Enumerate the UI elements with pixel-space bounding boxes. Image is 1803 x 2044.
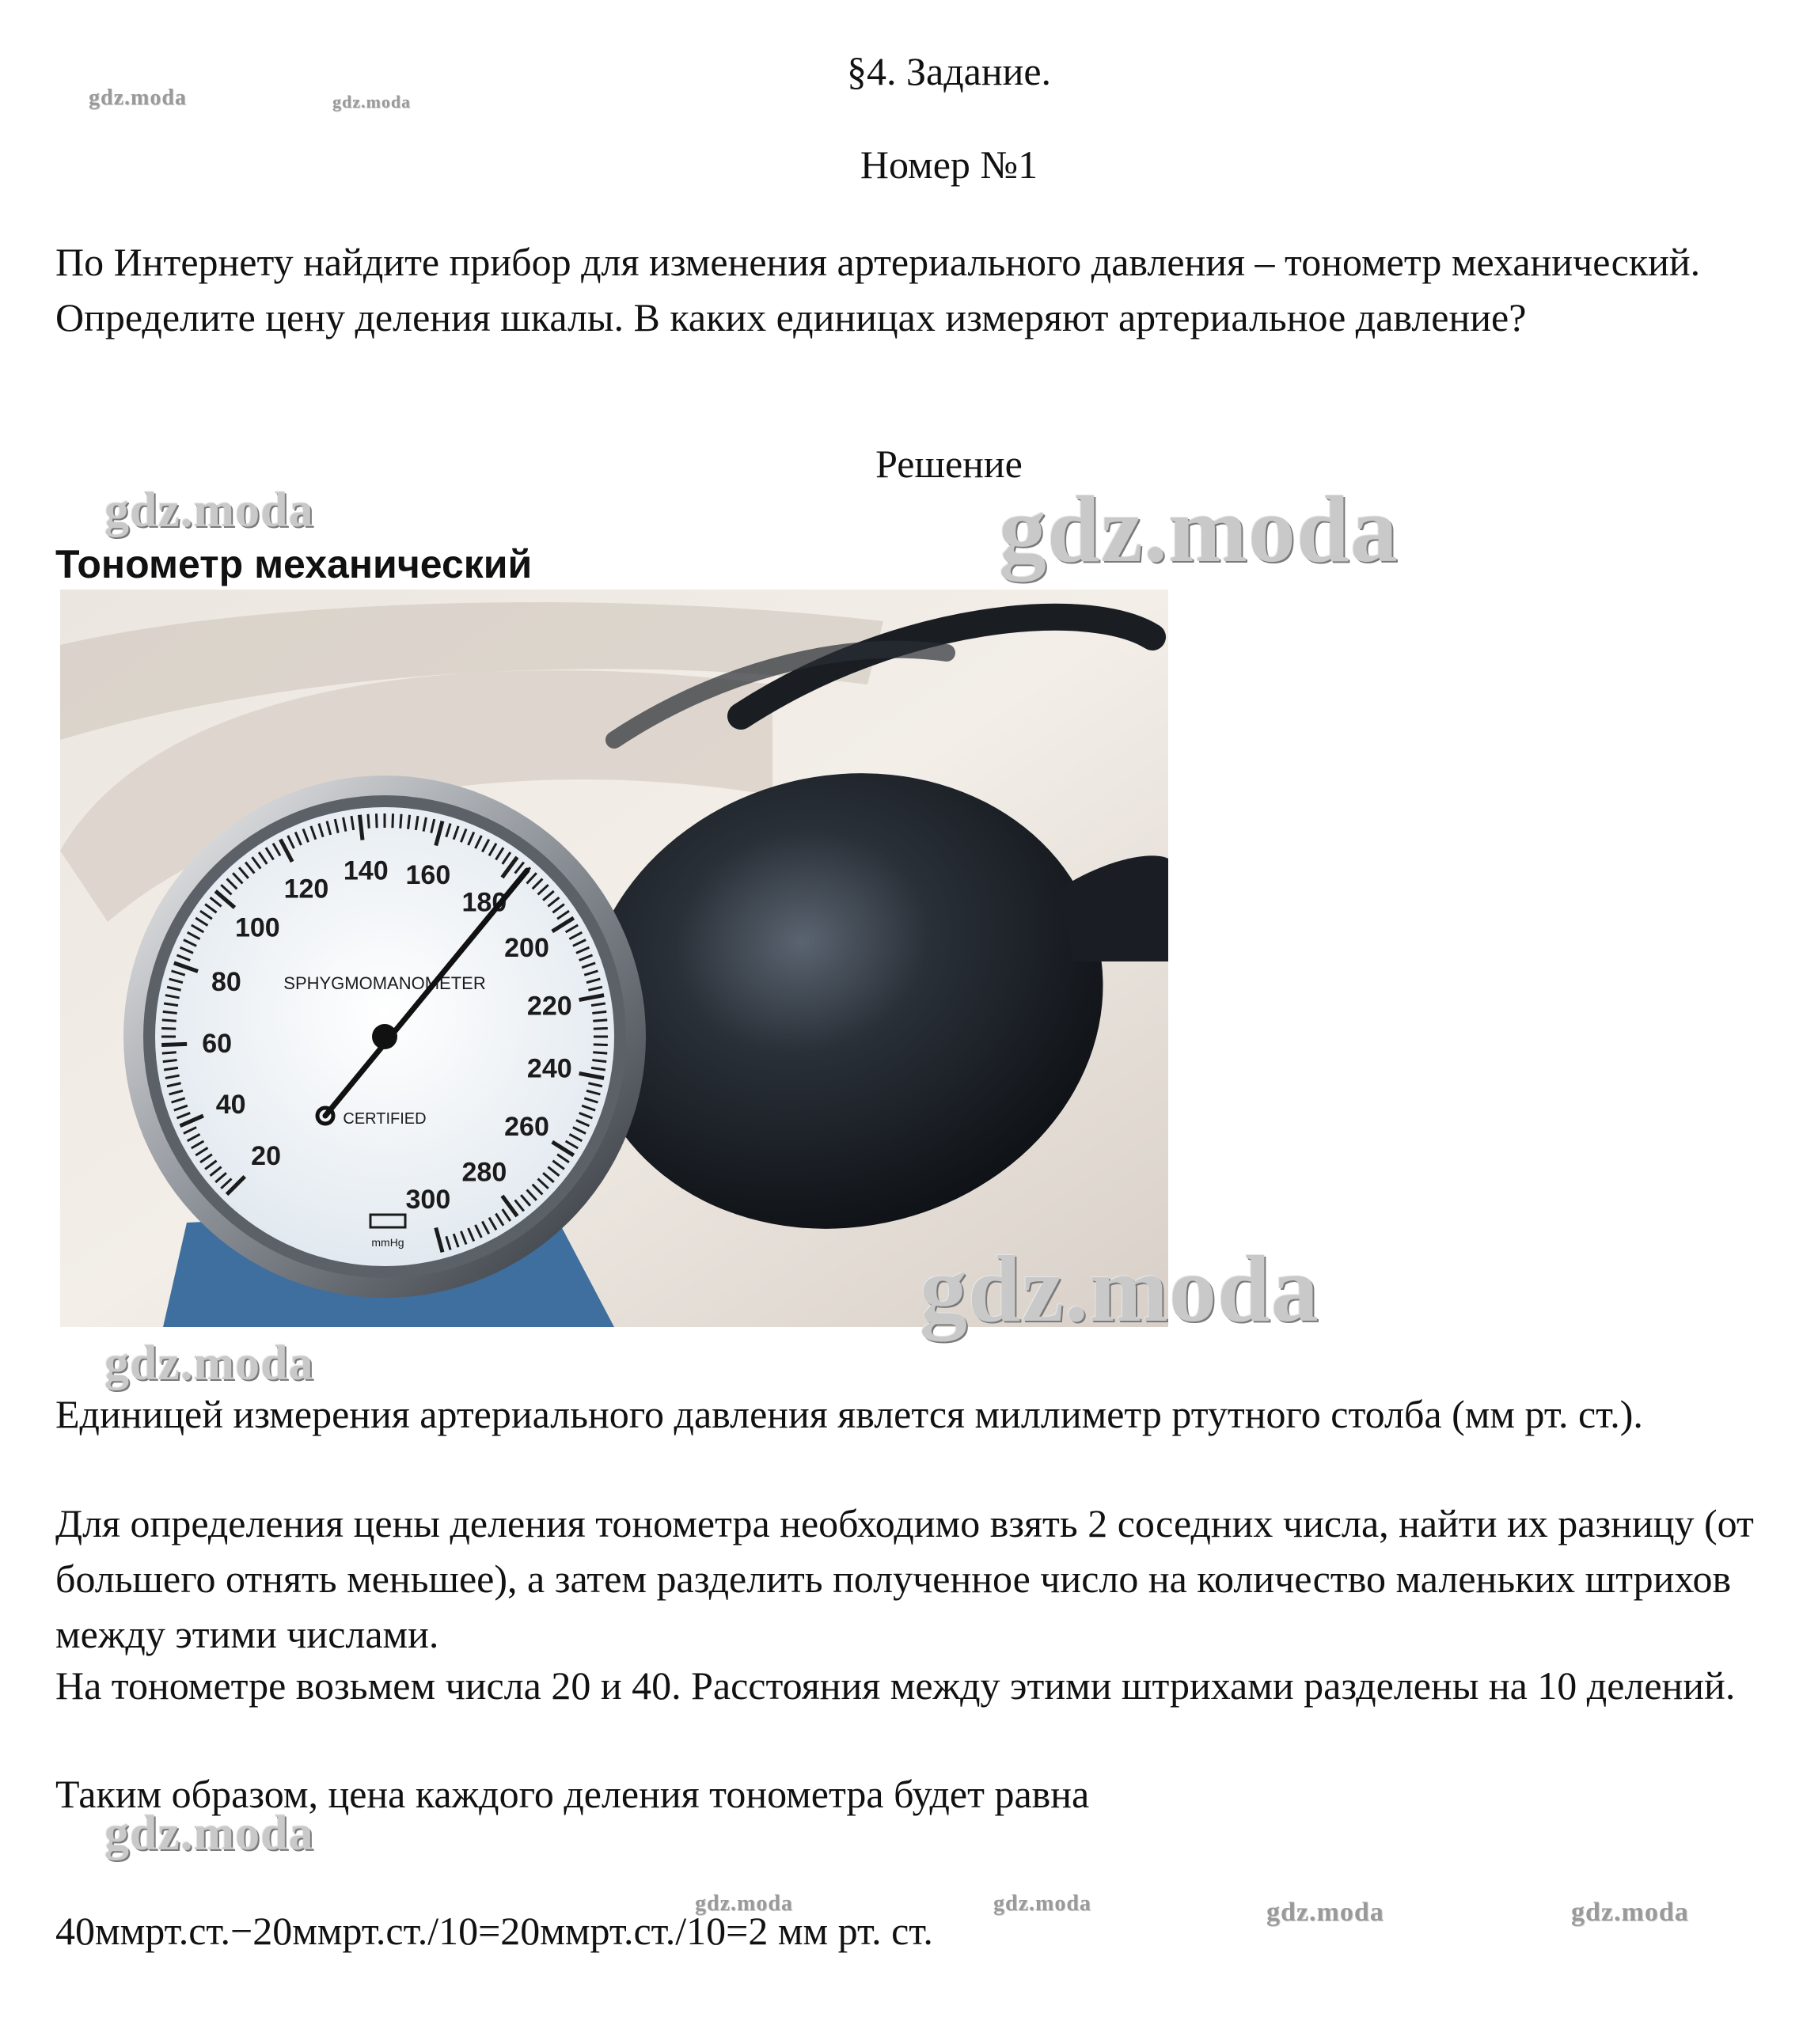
section-title: §4. Задание. [846, 49, 1052, 93]
task-number: Номер №1 [860, 142, 1038, 187]
gauge-scale-label: 180 [461, 887, 507, 918]
watermark: gdz.moda [920, 1236, 1319, 1341]
gauge-scale-label: 40 [215, 1089, 246, 1120]
tonometer-photo [60, 590, 1168, 1327]
gauge-tick [593, 1052, 607, 1053]
answer-paragraph-4: Таким образом, цена каждого деления тонометра будет равна [55, 1772, 1090, 1816]
answer-paragraph-3: На тонометре возьмем числа 20 и 40. Расстояния между этими штрихами разделены на 10 делений. [55, 1663, 1736, 1708]
gauge-scale-label: 80 [211, 966, 241, 997]
gauge-tick [594, 1028, 608, 1029]
task-text: По Интернету найдите прибор для изменения артериального давления – тонометр механический. Определите цену деления шкалы. В каких единицах измеряют артериальное давление? [55, 240, 1701, 339]
gauge-tick [593, 1020, 607, 1021]
gauge-scale-label: 220 [526, 991, 572, 1022]
gauge-tick [162, 1020, 177, 1021]
figure-caption: Тонометр механический [55, 542, 533, 586]
watermark: gdz.moda [1571, 1898, 1689, 1927]
gauge-certified: CERTIFIED [343, 1110, 427, 1128]
gauge-scale-label: 300 [405, 1184, 451, 1215]
gauge-scale-label: 140 [343, 855, 389, 886]
gauge-tick [163, 1060, 177, 1062]
watermark: gdz.moda [104, 484, 314, 537]
gauge-tick [408, 815, 410, 829]
formula: 40ммрт.ст.−20ммрт.ст./10=20ммрт.ст./10=2 мм рт. ст. [55, 1909, 933, 1953]
gauge-tick [592, 1011, 606, 1013]
gauge-scale-label: 20 [251, 1140, 282, 1171]
gauge-scale-label: 120 [283, 874, 329, 904]
gauge-scale-label: 100 [234, 912, 280, 943]
solution-heading: Решение [875, 442, 1023, 486]
gauge-tick [592, 1060, 606, 1062]
watermark: gdz.moda [999, 476, 1399, 582]
gauge-tick [400, 814, 401, 829]
answer-paragraph-2: Для определения цены деления тонометра необходимо взять 2 соседних числа, найти их разницу (от большего отнять меньшее), а затем разделить полученное число на количество маленьких штрихов между этими числами. [55, 1501, 1754, 1656]
gauge-tick [163, 1011, 177, 1013]
gauge-tick [161, 1028, 176, 1029]
gauge-tick [376, 813, 377, 828]
gauge-tick [162, 1052, 177, 1053]
gauge-unit: mmHg [371, 1236, 404, 1249]
watermark: gdz.moda [89, 85, 187, 110]
watermark: gdz.moda [1266, 1898, 1384, 1927]
watermark: gdz.moda [695, 1891, 793, 1916]
gauge-scale-label: 240 [526, 1053, 572, 1084]
answer-paragraph-1: Единицей измерения артериального давления явлется миллиметр ртутного столба (мм рт. ст.). [55, 1392, 1643, 1436]
watermark: gdz.moda [104, 1807, 314, 1860]
gauge-scale-label: 60 [202, 1028, 233, 1059]
watermark: gdz.moda [104, 1337, 314, 1390]
gauge-label: SPHYGMOMANOMETER [283, 973, 486, 993]
gauge-tick [359, 815, 362, 840]
gauge-scale-label: 280 [461, 1157, 507, 1188]
gauge-tick [368, 814, 369, 829]
watermark: gdz.moda [993, 1891, 1091, 1916]
gauge-tick [161, 1044, 187, 1045]
gauge-scale-label: 200 [504, 933, 549, 964]
gauge-scale-label: 160 [405, 860, 451, 891]
gauge-scale-label: 260 [504, 1111, 549, 1142]
watermark: gdz.moda [332, 92, 412, 112]
